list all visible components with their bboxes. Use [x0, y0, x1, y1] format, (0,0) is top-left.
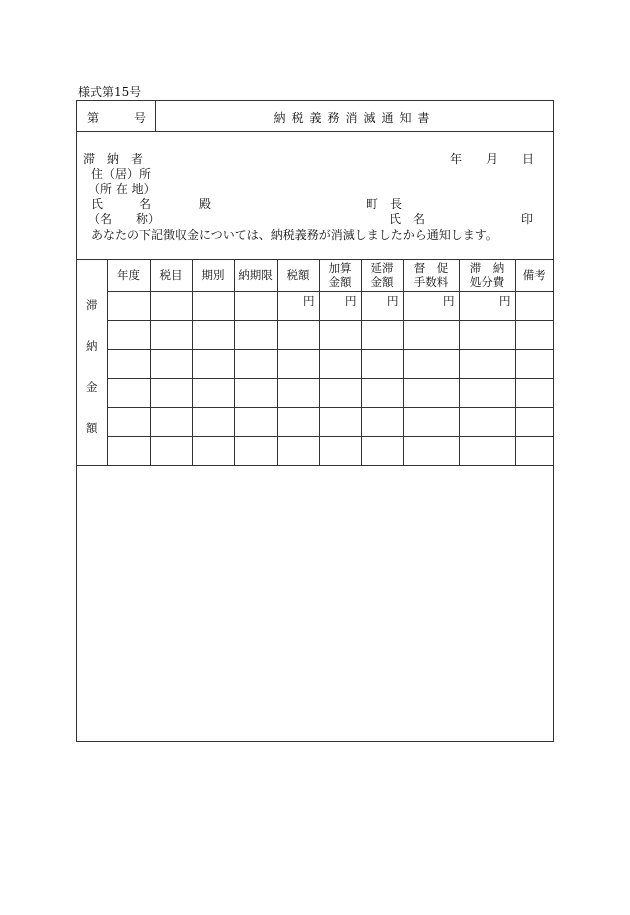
table-cell[interactable]: [515, 437, 553, 466]
document-number-field: [77, 101, 156, 131]
table-row: [77, 379, 553, 408]
table-cell[interactable]: [192, 321, 234, 350]
table-cell[interactable]: [515, 321, 553, 350]
table-cell[interactable]: [277, 408, 319, 437]
table-cell[interactable]: [234, 350, 277, 379]
column-header: [234, 259, 277, 292]
side-label-char: 滞: [86, 298, 98, 312]
table-cell[interactable]: [403, 321, 459, 350]
table-cell[interactable]: [403, 350, 459, 379]
yen-unit-label: 円: [387, 294, 399, 308]
column-header-line2: 手数料: [413, 275, 449, 289]
number-prefix: 第: [87, 111, 100, 125]
table-cell[interactable]: [150, 350, 192, 379]
table-cell[interactable]: [107, 379, 150, 408]
column-header-line1: 税目: [159, 268, 183, 282]
location-label: （所 在 地）: [88, 182, 156, 196]
table-cell[interactable]: [319, 321, 361, 350]
table-cell[interactable]: [107, 350, 150, 379]
table-cell[interactable]: [361, 321, 403, 350]
column-header-line1: 年度: [117, 268, 140, 282]
table-cell[interactable]: [459, 437, 515, 466]
column-header: [107, 259, 150, 292]
column-header: [150, 259, 192, 292]
yen-unit-label: 円: [443, 294, 455, 308]
table-cell[interactable]: [319, 437, 361, 466]
table-cell[interactable]: [107, 321, 150, 350]
column-header: [319, 259, 361, 292]
name-label: 氏 名: [91, 197, 152, 211]
yen-unit-label: 円: [345, 294, 357, 308]
notice-form: [76, 100, 554, 742]
form-header: [77, 101, 553, 132]
mayor-name-label: 氏 名: [389, 212, 426, 226]
table-cell[interactable]: [515, 292, 553, 321]
column-header-line1: 税額: [286, 268, 310, 282]
table-cell[interactable]: [277, 379, 319, 408]
table-cell[interactable]: [277, 437, 319, 466]
table-cell[interactable]: [150, 292, 192, 321]
column-header-line2: 金額: [328, 275, 352, 289]
table-cell[interactable]: [150, 321, 192, 350]
table-cell[interactable]: [319, 350, 361, 379]
table-cell[interactable]: [459, 321, 515, 350]
number-suffix: 号: [134, 111, 147, 125]
table-row: [77, 321, 553, 350]
table-cell[interactable]: [459, 408, 515, 437]
delinquent-amount-side-label: [77, 259, 107, 466]
column-header: [515, 259, 553, 292]
table-cell[interactable]: [515, 379, 553, 408]
side-label-char: 金: [86, 380, 98, 394]
notice-message: あなたの下記徴収金については、納税義務が消滅しましたから通知します。: [91, 228, 498, 242]
column-header-line1: 備考: [522, 268, 546, 282]
table-cell[interactable]: [192, 350, 234, 379]
table-cell[interactable]: [234, 379, 277, 408]
table-cell[interactable]: [459, 379, 515, 408]
table-row: [77, 437, 553, 466]
seal-label: 印: [521, 212, 534, 226]
mayor-label: 町 長: [366, 197, 403, 211]
table-cell[interactable]: [319, 379, 361, 408]
table-cell[interactable]: [107, 437, 150, 466]
table-cell[interactable]: [234, 408, 277, 437]
notice-section: [77, 132, 553, 260]
table-row: [77, 350, 553, 379]
table-cell[interactable]: [361, 350, 403, 379]
delinquent-taxpayer-label: 滞 納 者: [83, 152, 144, 166]
table-cell[interactable]: [361, 408, 403, 437]
table-cell[interactable]: [150, 437, 192, 466]
table-row: [77, 408, 553, 437]
table-cell[interactable]: [403, 292, 459, 321]
table-cell[interactable]: [192, 408, 234, 437]
table-cell[interactable]: [192, 292, 234, 321]
corporate-name-label: （名 称）: [88, 212, 161, 226]
table-cell[interactable]: [192, 437, 234, 466]
table-cell[interactable]: [277, 321, 319, 350]
address-label: 住（居）所: [91, 167, 152, 181]
table-cell[interactable]: [277, 350, 319, 379]
column-header: [192, 259, 234, 292]
column-header-line1: 延滞: [370, 261, 394, 275]
table-cell[interactable]: [361, 379, 403, 408]
table-cell[interactable]: [107, 408, 150, 437]
document-title: 納税義務消滅通知書: [273, 111, 436, 125]
yen-unit-label: 円: [499, 294, 511, 308]
column-header-line2: 処分費: [469, 275, 505, 289]
column-header-line1: 納期限: [238, 268, 273, 282]
column-header: [459, 259, 515, 292]
form-number-label: 様式第15号: [78, 85, 142, 99]
date-year-label: 年: [450, 152, 463, 166]
column-header: [361, 259, 403, 292]
yen-unit-label: 円: [303, 294, 315, 308]
column-header-line2: 金額: [370, 275, 394, 289]
table-cell[interactable]: [150, 408, 192, 437]
side-label-char: 納: [86, 339, 98, 353]
table-cell[interactable]: [234, 292, 277, 321]
table-header-row: [77, 259, 553, 292]
table-cell[interactable]: [234, 321, 277, 350]
column-header-line1: 督 促: [413, 261, 449, 275]
date-month-label: 月: [486, 152, 499, 166]
honorific-label: 殿: [199, 197, 212, 211]
table-cell[interactable]: [515, 408, 553, 437]
column-header-line1: 期別: [201, 268, 225, 282]
side-label-char: 額: [86, 421, 98, 435]
table-cell[interactable]: [361, 292, 403, 321]
table-row: [77, 292, 553, 321]
table-cell[interactable]: [319, 292, 361, 321]
table-cell[interactable]: [459, 350, 515, 379]
table-cell[interactable]: [403, 437, 459, 466]
column-header: [403, 259, 459, 292]
table-cell[interactable]: [234, 437, 277, 466]
table-cell[interactable]: [150, 379, 192, 408]
date-day-label: 日: [522, 152, 535, 166]
delinquent-amount-table: [77, 259, 553, 466]
column-header: [277, 259, 319, 292]
table-cell[interactable]: [277, 292, 319, 321]
table-cell[interactable]: [459, 292, 515, 321]
table-cell[interactable]: [361, 437, 403, 466]
table-cell[interactable]: [515, 350, 553, 379]
table-cell[interactable]: [192, 379, 234, 408]
table-cell[interactable]: [319, 408, 361, 437]
table-cell[interactable]: [107, 292, 150, 321]
column-header-line1: 加算: [328, 261, 352, 275]
table-cell[interactable]: [403, 379, 459, 408]
table-cell[interactable]: [403, 408, 459, 437]
column-header-line1: 滞 納: [469, 261, 505, 275]
